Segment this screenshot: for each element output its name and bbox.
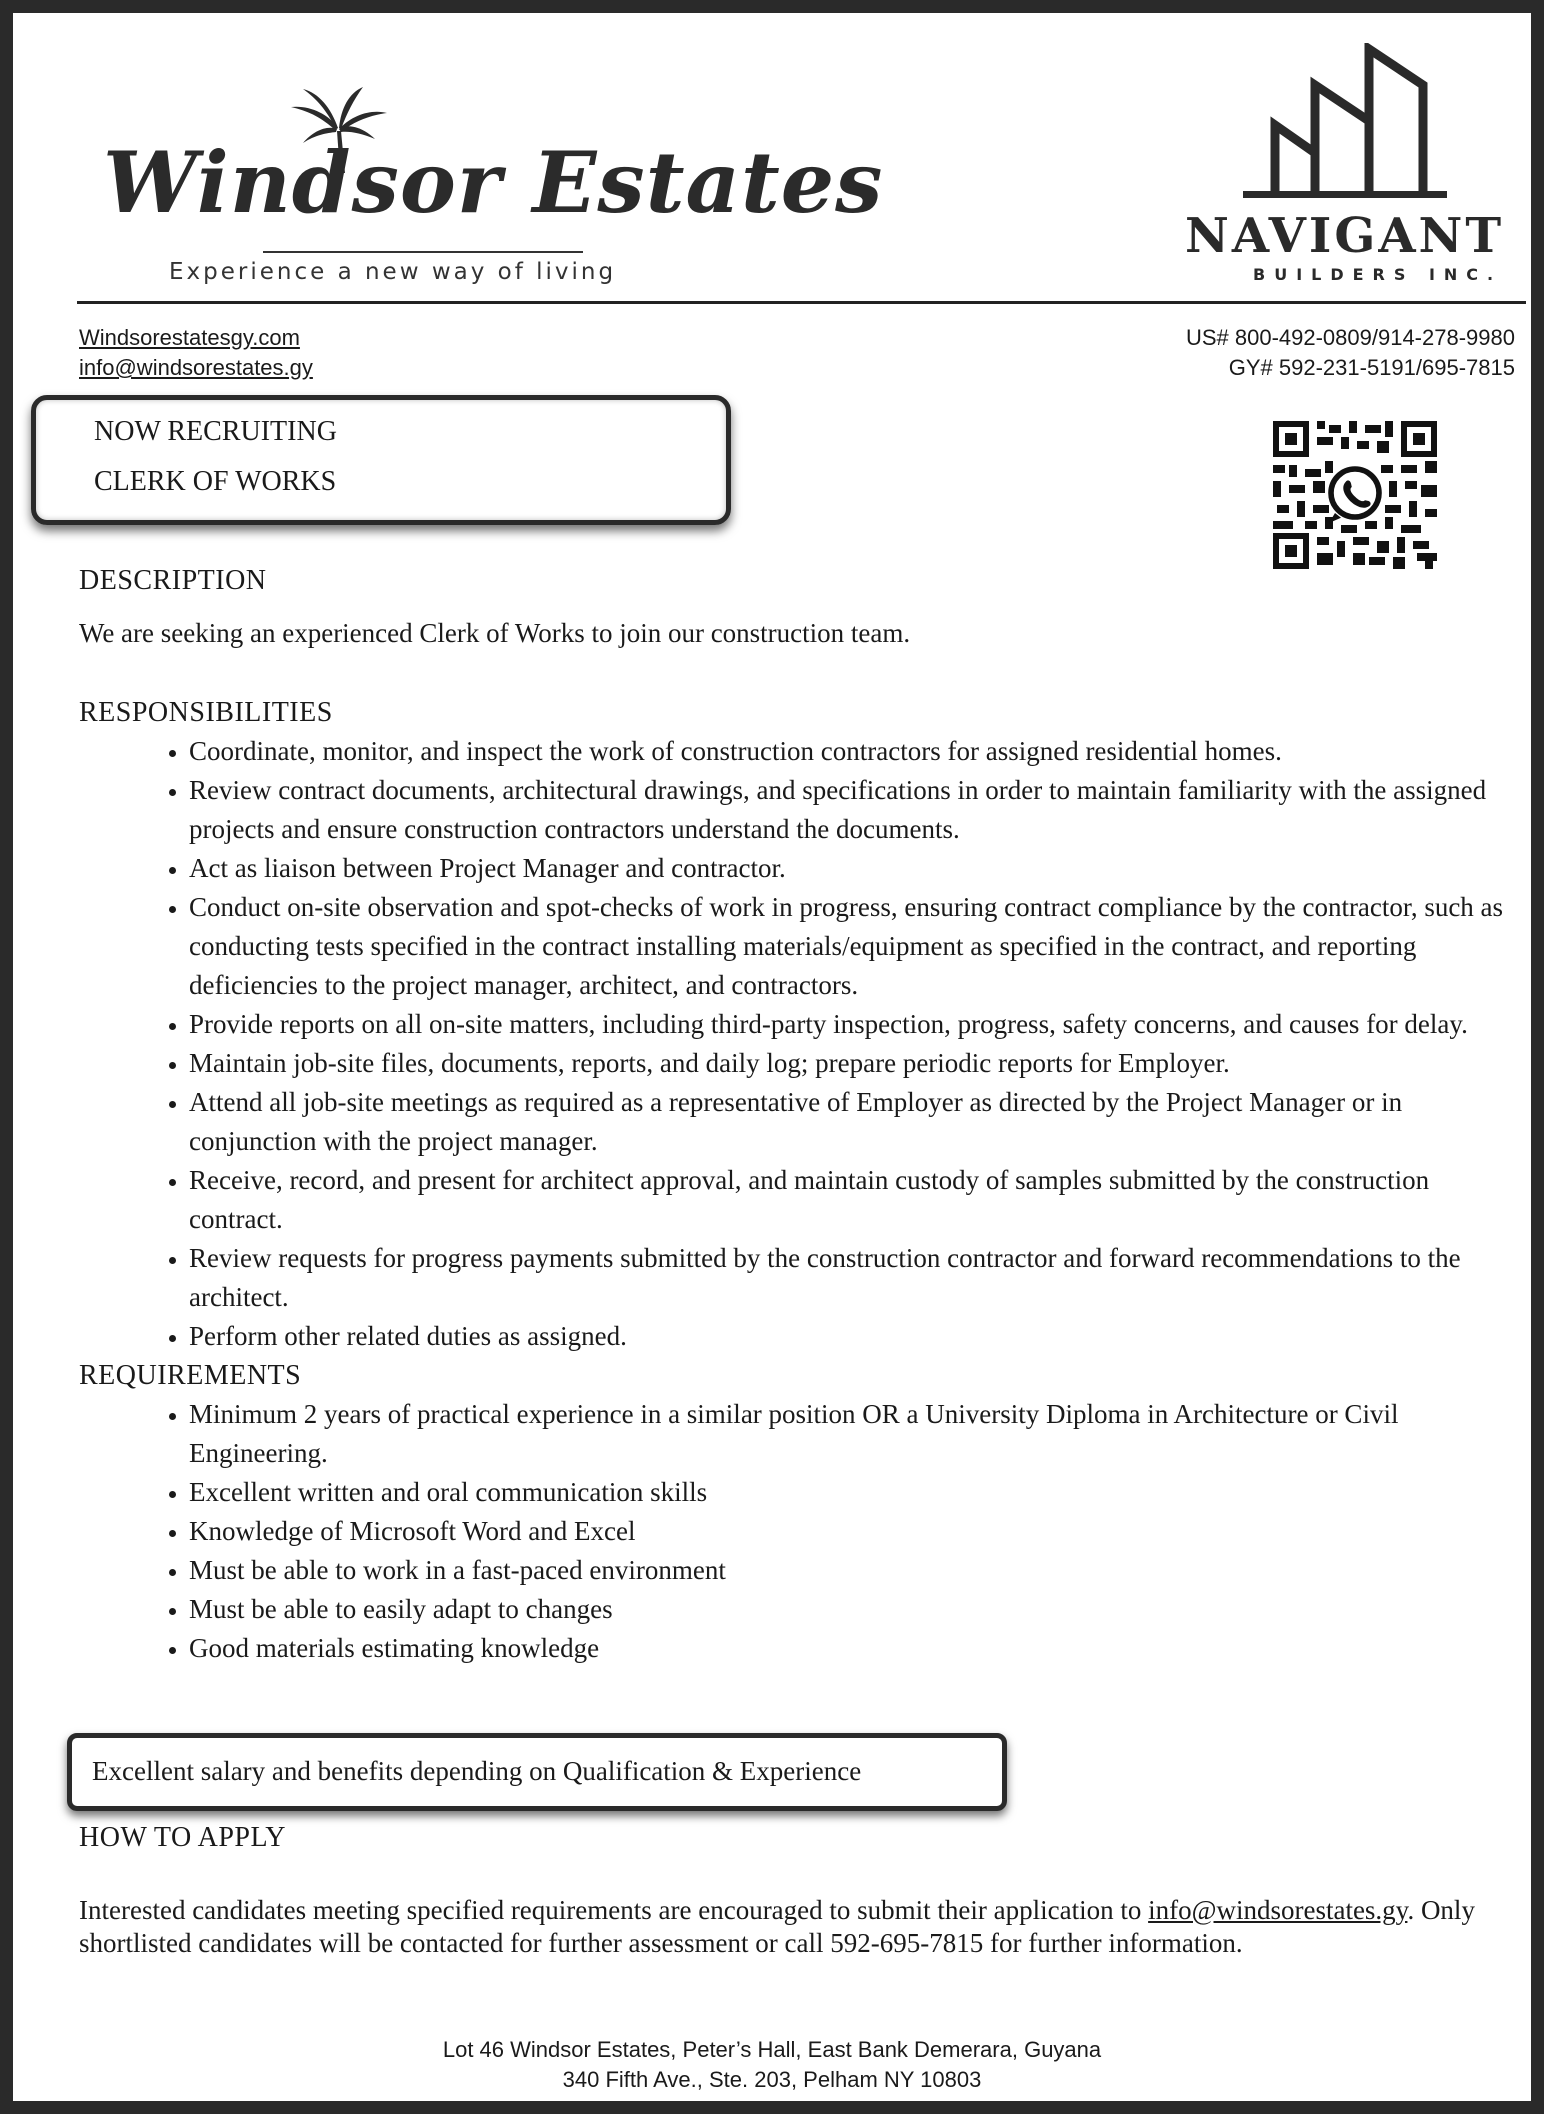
address-guyana: Lot 46 Windsor Estates, Peter’s Hall, East Bank Demerara, Guyana <box>442 2037 1102 2062</box>
apply-email-link[interactable]: info@windsorestates.gy <box>1148 1895 1408 1925</box>
list-item: • Excellent written and oral communication skills <box>189 1473 1527 1512</box>
address-us: 340 Fifth Ave., Ste. 203, Pelham NY 10803 <box>562 2067 982 2092</box>
windsor-estates-logo <box>93 83 884 298</box>
footer-address <box>13 2035 1531 2095</box>
list-item: • Review contract documents, architectural drawings, and specifications in order to maintain familiarity with the assigned projects and ensure construction contractors understand the documents. <box>189 771 1527 849</box>
navigant-logo <box>1173 43 1523 293</box>
list-item: • Coordinate, monitor, and inspect the work of construction contractors for assigned residential homes. <box>189 732 1527 771</box>
whatsapp-qr-code-icon[interactable] <box>1273 421 1437 569</box>
list-item: • Must be able to work in a fast-paced environment <box>189 1551 1527 1590</box>
email-link[interactable]: info@windsorestates.gy <box>79 355 313 380</box>
list-item: • Knowledge of Microsoft Word and Excel <box>189 1512 1527 1551</box>
job-content <box>79 561 1527 1668</box>
us-phone: US# 800-492-0809/914-278-9980 <box>1185 325 1515 350</box>
windsor-tagline: Experience a new way of living <box>169 259 617 285</box>
navigant-name: NAVIGANT <box>1185 208 1505 264</box>
navigant-subtitle: BUILDERS INC. <box>1253 265 1503 284</box>
list-item: • Act as liaison between Project Manager and contractor. <box>189 849 1527 888</box>
description-heading: DESCRIPTION <box>79 565 267 596</box>
responsibilities-heading: RESPONSIBILITIES <box>79 697 333 728</box>
buildings-icon <box>1173 43 1523 213</box>
website-link[interactable]: Windsorestatesgy.com <box>79 325 300 350</box>
list-item: • Must be able to easily adapt to changes <box>189 1590 1527 1629</box>
list-item: • Conduct on-site observation and spot-checks of work in progress, ensuring contract compliance by the contractor, such as conducting tests specified in the contract installing materials/equipment as specified in the contract, and reporting deficiencies to the project manager, architect, and contractors. <box>189 888 1527 1005</box>
apply-text-after: . Only shortlisted candidates will be contacted for further assessment or call 592-695-7815 for further information. <box>79 1895 1475 1958</box>
gy-phone: GY# 592-231-5191/695-7815 <box>1228 355 1515 380</box>
salary-banner <box>67 1733 1007 1811</box>
list-item: • Receive, record, and present for architect approval, and maintain custody of samples submitted by the construction contract. <box>189 1161 1527 1239</box>
requirements-heading: REQUIREMENTS <box>79 1360 302 1391</box>
list-item: • Review requests for progress payments submitted by the construction contractor and forward recommendations to the architect. <box>189 1239 1527 1317</box>
windsor-logo-text: Windsor Estates <box>103 133 884 232</box>
apply-text-before: Interested candidates meeting specified requirements are encouraged to submit their application to <box>79 1895 1149 1925</box>
apply-heading: HOW TO APPLY <box>79 1822 287 1853</box>
job-title: CLERK OF WORKS <box>94 466 337 497</box>
recruiting-banner <box>31 395 731 525</box>
recruiting-label: NOW RECRUITING <box>94 416 337 447</box>
list-item: • Perform other related duties as assigned. <box>189 1317 1527 1356</box>
tagline-rule <box>263 251 583 253</box>
salary-text: Excellent salary and benefits depending on Qualification & Experience <box>92 1756 862 1786</box>
requirements-list <box>79 1395 1527 1668</box>
list-item: • Minimum 2 years of practical experience in a similar position OR a University Diploma in Architecture or Civil Engineering. <box>189 1395 1527 1473</box>
list-item: • Good materials estimating knowledge <box>189 1629 1527 1668</box>
header-divider <box>77 301 1526 304</box>
apply-text <box>79 1894 1519 1960</box>
list-item: • Provide reports on all on-site matters, including third-party inspection, progress, safety concerns, and causes for delay. <box>189 1005 1527 1044</box>
responsibilities-list <box>79 732 1527 1356</box>
list-item: • Maintain job-site files, documents, reports, and daily log; prepare periodic reports for Employer. <box>189 1044 1527 1083</box>
list-item: • Attend all job-site meetings as required as a representative of Employer as directed by the Project Manager or in conjunction with the project manager. <box>189 1083 1527 1161</box>
how-to-apply <box>79 1821 1519 1960</box>
description-text: We are seeking an experienced Clerk of Works to join our construction team. <box>79 618 911 648</box>
phone-numbers <box>1186 323 1515 383</box>
contact-links <box>79 323 313 383</box>
